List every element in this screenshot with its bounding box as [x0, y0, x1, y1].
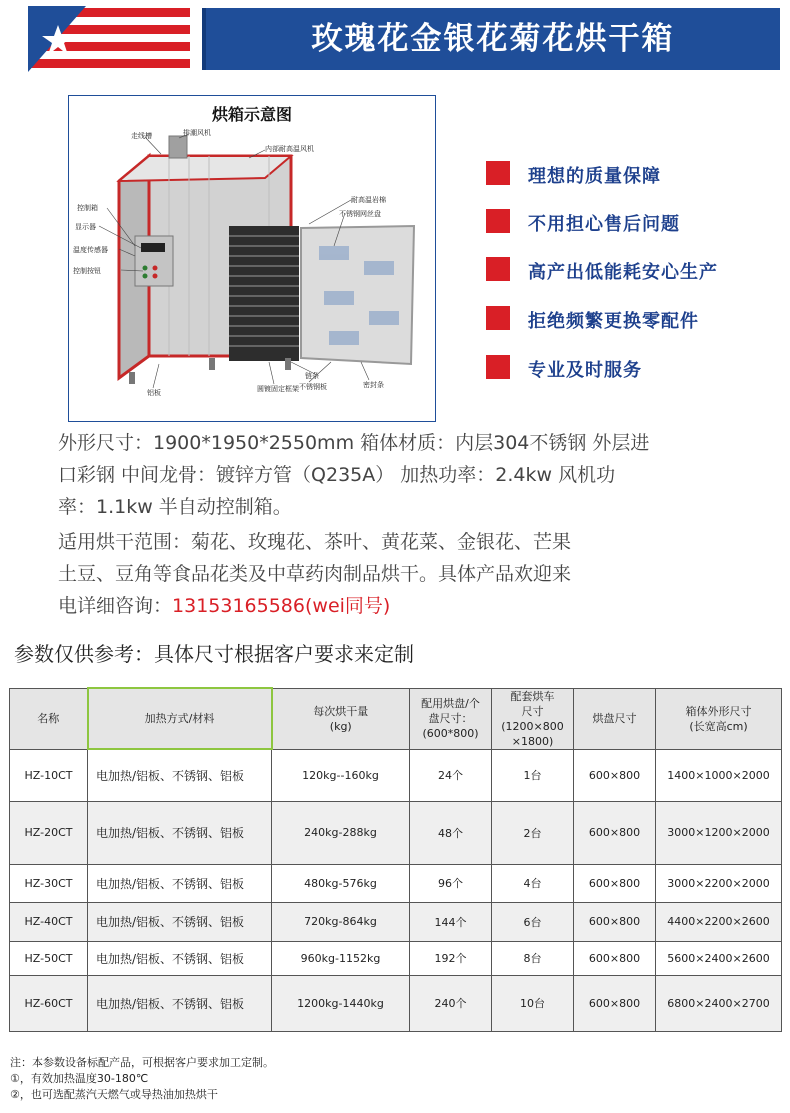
cell-tray-size: 600×800 [574, 902, 656, 941]
page-header [0, 0, 790, 80]
cell-trays: 240个 [410, 975, 492, 1031]
diagram-callout: 排潮风机 [183, 129, 211, 137]
col-header-carts: 配套烘车 尺寸 (1200×800 ×1800) [492, 688, 574, 749]
table-header-row [10, 688, 782, 749]
cell-name: HZ-50CT [10, 941, 88, 975]
cell-tray-size: 600×800 [574, 801, 656, 864]
cell-outer-size: 3000×2200×2000 [656, 864, 782, 902]
col-header-tray-size: 烘盘尺寸 [574, 688, 656, 749]
cell-heating: 电加热/铝板、不锈钢、铝板 [88, 941, 272, 975]
cell-trays: 24个 [410, 749, 492, 801]
note-line: 注：本参数设备标配产品，可根据客户要求加工定制。 [10, 1056, 274, 1069]
note-line: ①，有效加热温度30-180℃ [10, 1072, 149, 1085]
description-line: 适用烘干范围：菊花、玫瑰花、茶叶、黄花菜、金银花、芒果 [58, 531, 572, 553]
feature-text: 不用担心售后问题 [528, 214, 680, 235]
cell-heating: 电加热/铝板、不锈钢、铝板 [88, 975, 272, 1031]
cell-trays: 192个 [410, 941, 492, 975]
table-row [10, 902, 782, 941]
feature-text: 高产出低能耗安心生产 [528, 262, 718, 283]
cell-outer-size: 4400×2200×2600 [656, 902, 782, 941]
table-row [10, 864, 782, 902]
description-line: 土豆、豆角等食品花类及中草药肉制品烘干。具体产品欢迎来 [58, 563, 572, 585]
section-subtitle: 参数仅供参考：具体尺寸根据客户要求来定制 [14, 642, 414, 666]
diagram-callout: 控制箱 [77, 204, 98, 212]
cell-name: HZ-30CT [10, 864, 88, 902]
cell-capacity: 240kg-288kg [272, 801, 410, 864]
cell-trays: 48个 [410, 801, 492, 864]
cell-carts: 2台 [492, 801, 574, 864]
feature-text: 拒绝频繁更换零配件 [528, 311, 699, 332]
cell-name: HZ-10CT [10, 749, 88, 801]
diagram-callout: 链条 [305, 372, 319, 380]
cell-name: HZ-20CT [10, 801, 88, 864]
cell-carts: 8台 [492, 941, 574, 975]
feature-text: 专业及时服务 [528, 360, 642, 381]
diagram-callout: 走线槽 [131, 132, 152, 140]
col-header-heating: 加热方式/材料 [88, 688, 272, 749]
cell-capacity: 720kg-864kg [272, 902, 410, 941]
cell-capacity: 480kg-576kg [272, 864, 410, 902]
flag-logo-icon [28, 6, 190, 72]
description-line: 率：1.1kw 半自动控制箱。 [58, 496, 292, 518]
feature-text: 理想的质量保障 [528, 166, 661, 187]
col-header-name: 名称 [10, 688, 88, 749]
col-header-trays: 配用烘盘/个 盘尺寸： (600*800) [410, 688, 492, 749]
cell-outer-size: 1400×1000×2000 [656, 749, 782, 801]
diagram-callout: 铝板 [147, 389, 161, 397]
diagram-title: 烘箱示意图 [211, 105, 292, 124]
table-row [10, 941, 782, 975]
cell-outer-size: 5600×2400×2600 [656, 941, 782, 975]
red-square-icon [486, 306, 510, 330]
page-title: 玫瑰花金银花菊花烘干箱 [311, 21, 675, 57]
col-header-outer-size: 箱体外形尺寸 (长宽高cm) [656, 688, 782, 749]
note-line: ②，也可选配蒸汽天燃气或导热油加热烘干 [10, 1088, 218, 1101]
cell-tray-size: 600×800 [574, 975, 656, 1031]
cell-heating: 电加热/铝板、不锈钢、铝板 [88, 801, 272, 864]
cell-carts: 1台 [492, 749, 574, 801]
diagram-callout: 不锈钢板 [299, 383, 327, 391]
diagram-callout: 圆镀固定框架 [257, 385, 299, 393]
description-line: 口彩钢 中间龙骨：镀锌方管（Q235A） 加热功率：2.4kw 风机功 [58, 464, 616, 486]
cell-tray-size: 600×800 [574, 864, 656, 902]
red-square-icon [486, 161, 510, 185]
diagram-callout: 不锈钢网丝盘 [339, 210, 381, 218]
cell-name: HZ-40CT [10, 902, 88, 941]
cell-heating: 电加热/铝板、不锈钢、铝板 [88, 902, 272, 941]
table-row [10, 801, 782, 864]
table-row [10, 975, 782, 1031]
title-banner [202, 8, 780, 70]
oven-illustration [69, 96, 435, 421]
description-line-contact [58, 593, 390, 620]
description-line: 外形尺寸：1900*1950*2550mm 箱体材质：内层304不锈钢 外层进 [58, 432, 650, 454]
cell-capacity: 960kg-1152kg [272, 941, 410, 975]
diagram-callout: 显示器 [75, 223, 96, 231]
cell-outer-size: 3000×1200×2000 [656, 801, 782, 864]
diagram-callout: 控制按钮 [73, 267, 101, 275]
phone-number: 13153165586(wei同号) [172, 595, 391, 617]
cell-trays: 144个 [410, 902, 492, 941]
diagram-callout: 密封条 [363, 381, 384, 389]
cell-carts: 4台 [492, 864, 574, 902]
red-square-icon [486, 257, 510, 281]
cell-tray-size: 600×800 [574, 941, 656, 975]
cell-tray-size: 600×800 [574, 749, 656, 801]
table-row [10, 749, 782, 801]
cell-name: HZ-60CT [10, 975, 88, 1031]
cell-carts: 6台 [492, 902, 574, 941]
cell-capacity: 1200kg-1440kg [272, 975, 410, 1031]
diagram-callout: 温度传感器 [73, 246, 108, 254]
contact-label: 电详细咨询： [58, 595, 173, 617]
cell-carts: 10台 [492, 975, 574, 1031]
diagram-callout: 内部耐高温风机 [265, 145, 314, 153]
cell-capacity: 120kg--160kg [272, 749, 410, 801]
diagram-callout: 耐高温岩棉 [351, 196, 386, 204]
oven-diagram [68, 95, 436, 422]
cell-outer-size: 6800×2400×2700 [656, 975, 782, 1031]
red-square-icon [486, 209, 510, 233]
cell-heating: 电加热/铝板、不锈钢、铝板 [88, 749, 272, 801]
spec-table [9, 687, 782, 1032]
col-header-capacity: 每次烘干量 (kg) [272, 688, 410, 749]
cell-trays: 96个 [410, 864, 492, 902]
cell-heating: 电加热/铝板、不锈钢、铝板 [88, 864, 272, 902]
red-square-icon [486, 355, 510, 379]
